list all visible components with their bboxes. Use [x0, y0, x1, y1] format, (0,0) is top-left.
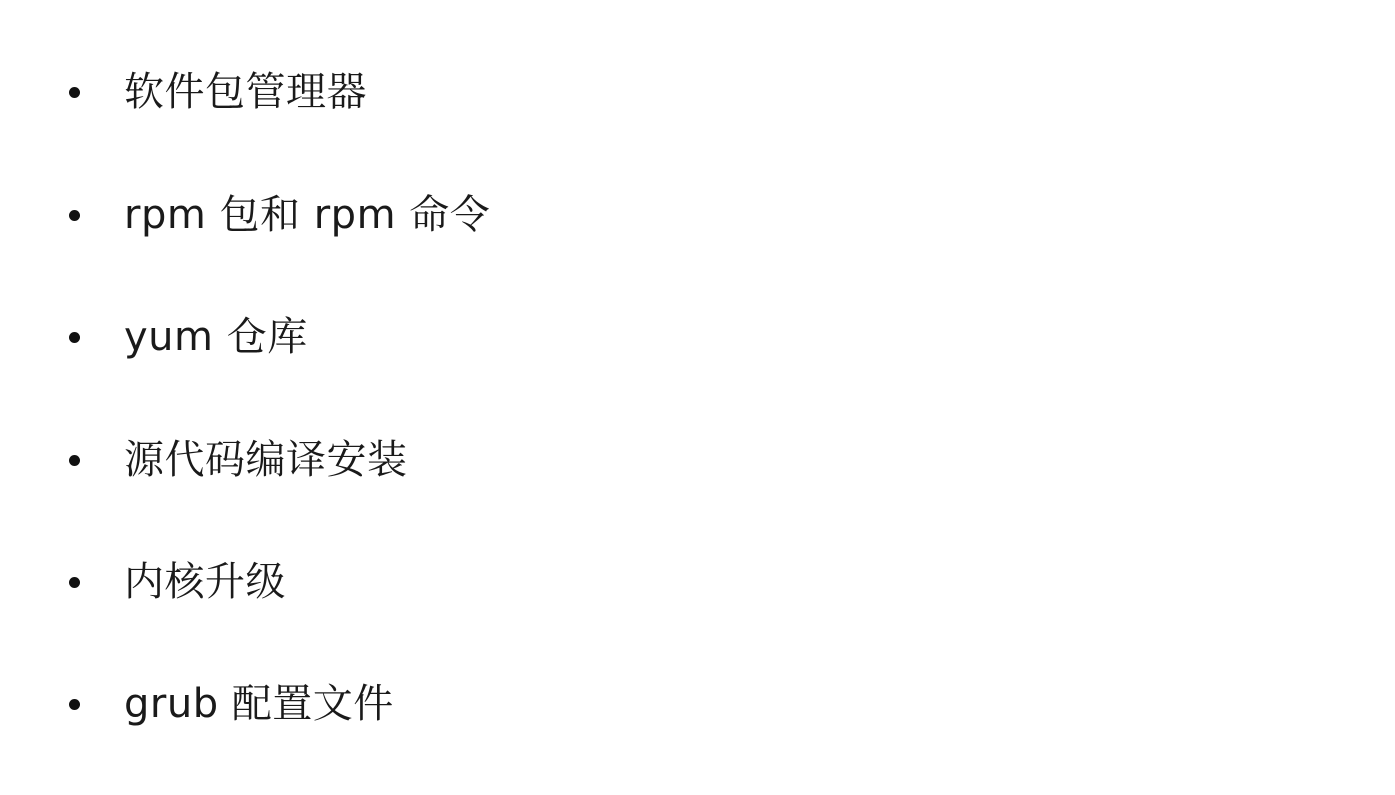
- bullet-icon: [69, 210, 80, 221]
- list-item-text: grub 配置文件: [124, 681, 394, 727]
- list-item-text: 软件包管理器: [124, 69, 367, 115]
- bullet-icon: [69, 332, 80, 343]
- list-item-text: 源代码编译安装: [124, 437, 408, 483]
- bullet-icon: [69, 455, 80, 466]
- list-item-text: 内核升级: [124, 559, 286, 605]
- bullet-icon: [69, 87, 80, 98]
- list-item-text: yum 仓库: [124, 314, 308, 360]
- list-item-text: rpm 包和 rpm 命令: [124, 192, 491, 238]
- bullet-icon: [69, 699, 80, 710]
- bullet-icon: [69, 577, 80, 588]
